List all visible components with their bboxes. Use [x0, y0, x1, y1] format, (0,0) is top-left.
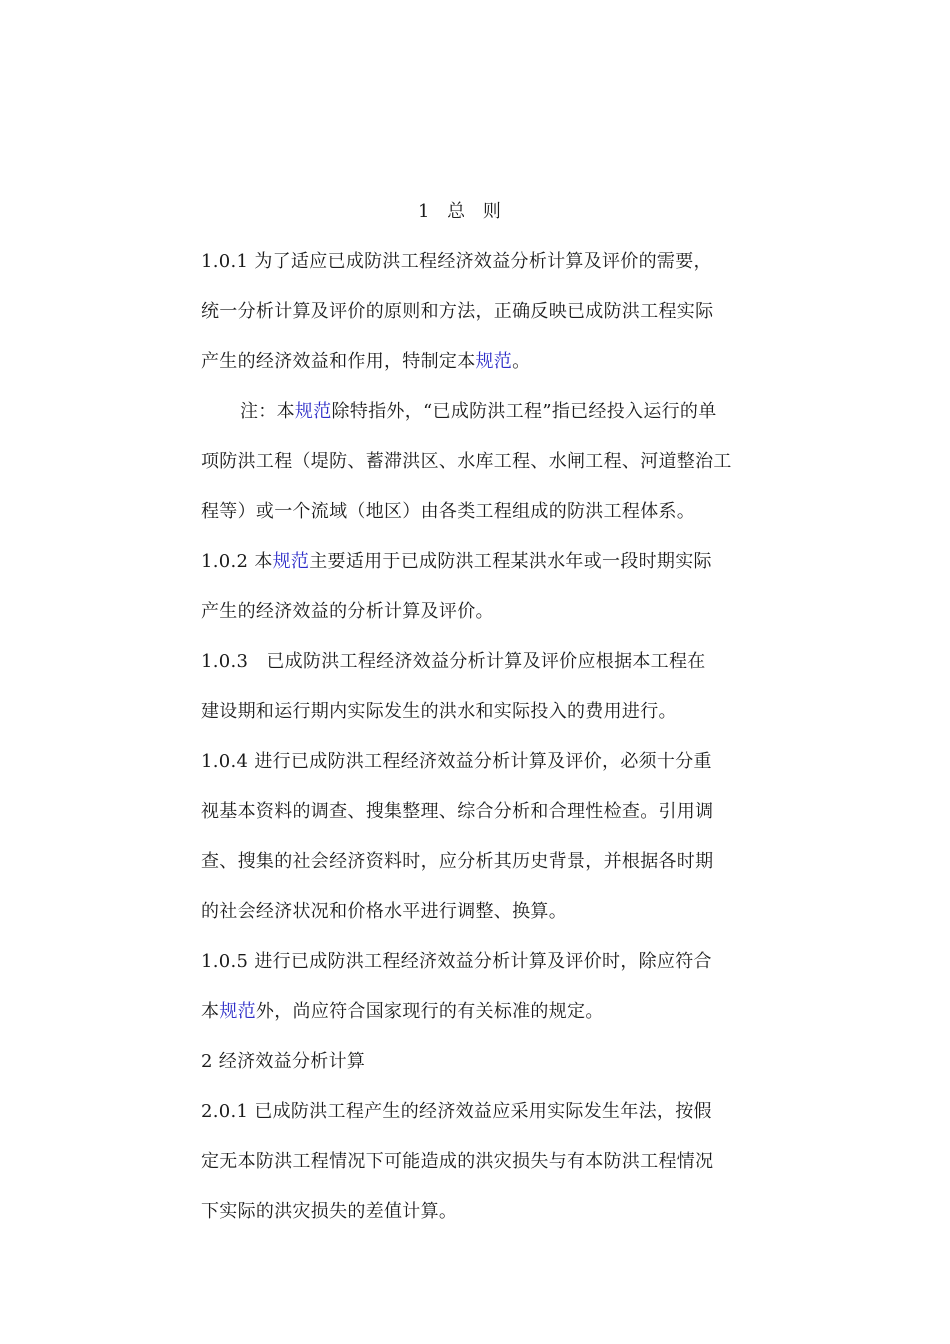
- text-segment: 建设期和运行期内实际发生的洪水和实际投入的费用进行。: [201, 701, 677, 722]
- text-segment: 产生的经济效益的分析计算及评价。: [201, 601, 494, 622]
- text-segment: 项防洪工程（堤防、蓄滞洪区、水库工程、水闸工程、河道整治工: [201, 451, 732, 472]
- text-segment: 1.0.1 为了适应已成防洪工程经济效益分析计算及评价的需要，: [201, 251, 712, 272]
- text-segment: 下实际的洪灾损失的差值计算。: [201, 1201, 458, 1222]
- guifan-link[interactable]: 规范: [272, 551, 310, 572]
- text-line: [201, 600, 494, 624]
- text-line: [201, 900, 567, 924]
- text-line: [201, 500, 695, 524]
- text-line: [201, 750, 712, 774]
- text-segment: 注：本: [240, 401, 295, 422]
- text-line: [201, 350, 530, 374]
- section-title: 1 总 则: [418, 201, 501, 222]
- text-segment: 1.0.4 进行已成防洪工程经济效益分析计算及评价，必须十分重: [201, 751, 712, 772]
- text-segment: 除特指外，“已成防洪工程”指已经投入运行的单: [331, 401, 717, 422]
- text-segment: 2 经济效益分析计算: [201, 1051, 366, 1072]
- text-segment: 产生的经济效益和作用，特制定本: [201, 351, 476, 372]
- text-segment: 查、搜集的社会经济资料时，应分析其历史背景，并根据各时期: [201, 851, 714, 872]
- text-segment: 的社会经济状况和价格水平进行调整、换算。: [201, 901, 567, 922]
- text-segment: 本: [201, 1001, 220, 1022]
- text-line: [201, 550, 712, 574]
- text-segment: 1.0.3 已成防洪工程经济效益分析计算及评价应根据本工程在: [201, 651, 706, 672]
- text-line: [201, 1150, 713, 1174]
- text-line: [201, 950, 712, 974]
- text-segment: 。: [512, 351, 531, 372]
- text-line: [201, 250, 712, 274]
- text-line: [201, 300, 713, 324]
- text-line: [201, 1200, 457, 1224]
- text-line: [201, 650, 706, 674]
- text-line: [240, 400, 717, 424]
- section-heading: [201, 1050, 365, 1074]
- text-segment: 程等）或一个流域（地区）由各类工程组成的防洪工程体系。: [201, 501, 696, 522]
- text-segment: 外，尚应符合国家现行的有关标准的规定。: [255, 1001, 604, 1022]
- text-segment: 2.0.1 已成防洪工程产生的经济效益应采用实际发生年法，按假: [201, 1101, 712, 1122]
- text-line: [201, 800, 713, 824]
- text-segment: 统一分析计算及评价的原则和方法，正确反映已成防洪工程实际: [201, 301, 714, 322]
- guifan-link[interactable]: 规范: [475, 351, 513, 372]
- text-line: [201, 700, 677, 724]
- guifan-link[interactable]: 规范: [294, 401, 332, 422]
- text-line: [201, 1000, 604, 1024]
- text-line: [201, 1100, 712, 1124]
- text-line: [201, 850, 713, 874]
- guifan-link[interactable]: 规范: [219, 1001, 256, 1022]
- text-segment: 定无本防洪工程情况下可能造成的洪灾损失与有本防洪工程情况: [201, 1151, 714, 1172]
- text-segment: 视基本资料的调查、搜集整理、综合分析和合理性检查。引用调: [201, 801, 714, 822]
- text-line: [201, 450, 732, 474]
- text-segment: 1.0.2 本: [201, 551, 273, 572]
- text-segment: 主要适用于已成防洪工程某洪水年或一段时期实际: [309, 551, 712, 572]
- text-segment: 1.0.5 进行已成防洪工程经济效益分析计算及评价时，除应符合: [201, 951, 712, 972]
